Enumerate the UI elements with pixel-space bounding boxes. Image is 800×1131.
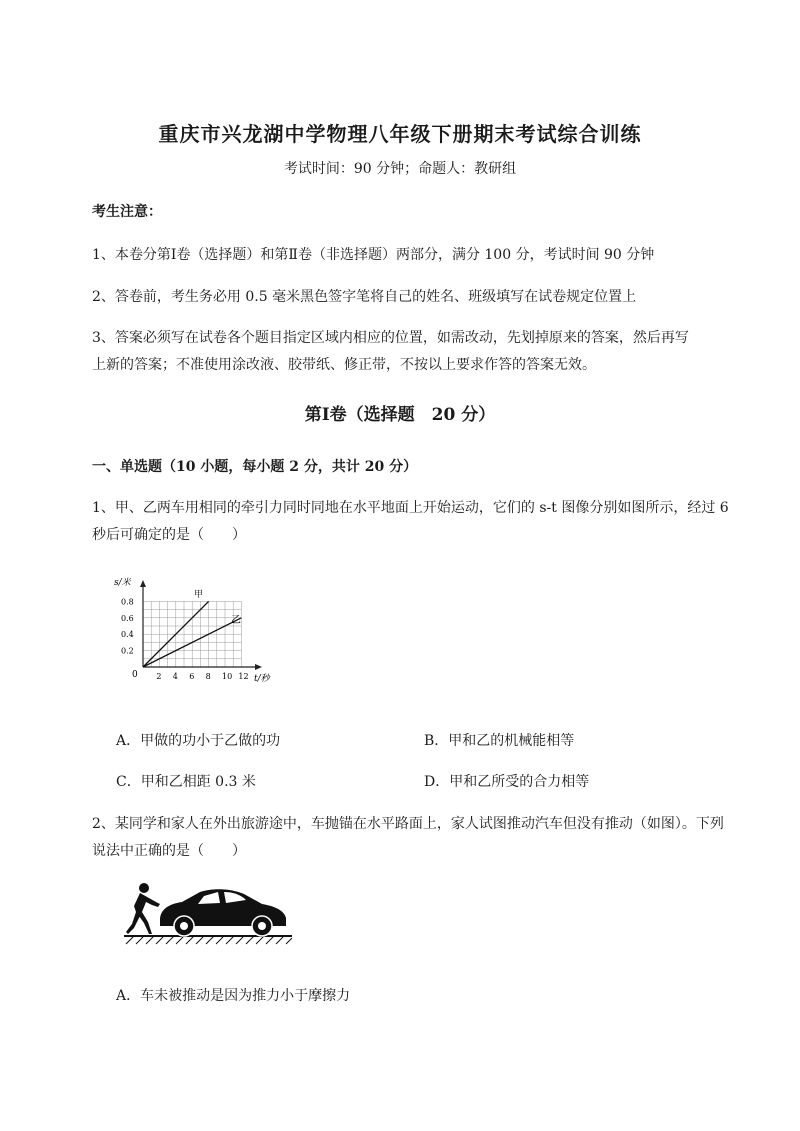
series-label-jia: 甲 bbox=[194, 590, 204, 600]
notice-item-3: 3、答案必须写在试卷各个题目指定区域内相应的位置，如需改动，先划掉原来的答案，然后再写上新的答案；不准使用涂改液、胶带纸、修正带，不按以上要求作答的答案无效。 bbox=[92, 330, 689, 373]
question-2-stem: 2、某同学和家人在外出旅游途中，车抛锚在水平路面上，家人试图推动汽车但没有推动（如图）。下列说法中正确的是（ ） bbox=[92, 816, 724, 859]
x-tick-label: 10 bbox=[222, 672, 233, 681]
x-tick-label: 8 bbox=[205, 672, 211, 681]
series-label-yi: 乙 bbox=[231, 615, 241, 626]
q2-option-a[interactable]: A．车未被推动是因为推力小于摩擦力 bbox=[116, 988, 351, 1004]
question-1-stem: 1、甲、乙两车用相同的牵引力同时同地在水平地面上开始运动，它们的 s-t 图像分别如图所示，经过 6 秒后可确定的是（ ） bbox=[92, 500, 729, 543]
chart-grid bbox=[143, 601, 241, 667]
notice-item-1: 1、本卷分第Ⅰ卷（选择题）和第Ⅱ卷（非选择题）两部分，满分 100 分，考试时间 90 分钟 bbox=[92, 247, 655, 263]
x-axis-label: t/秒 bbox=[254, 674, 270, 684]
notice-heading: 考生注意： bbox=[92, 204, 162, 220]
section-title: 第Ⅰ卷（选择题 20 分） bbox=[304, 405, 496, 425]
y-tick-label: 0.4 bbox=[121, 630, 134, 640]
y-tick-label: 0.2 bbox=[121, 646, 134, 656]
notice-item-2: 2、答卷前，考生务必用 0.5 毫米黑色签字笔将自己的姓名、班级填写在试卷规定位置上 bbox=[92, 289, 637, 305]
q1-option-a[interactable]: A．甲做的功小于乙做的功 bbox=[116, 733, 281, 749]
st-graph bbox=[110, 575, 280, 690]
x-axis-arrow bbox=[255, 664, 262, 670]
y-tick-label: 0.6 bbox=[121, 613, 134, 623]
y-tick-label: 0.8 bbox=[121, 597, 134, 607]
q1-option-c[interactable]: C．甲和乙相距 0.3 米 bbox=[116, 774, 256, 790]
push-car-illustration bbox=[122, 876, 294, 946]
x-tick-label: 6 bbox=[189, 672, 195, 681]
origin-label: 0 bbox=[132, 670, 138, 680]
page-title: 重庆市兴龙湖中学物理八年级下册期末考试综合训练 bbox=[158, 122, 642, 146]
q1-option-d[interactable]: D．甲和乙所受的合力相等 bbox=[424, 774, 590, 790]
x-tick-label: 2 bbox=[156, 672, 162, 681]
part-title: 一、单选题（10 小题，每小题 2 分，共计 20 分） bbox=[92, 459, 418, 475]
x-tick-label: 12 bbox=[238, 672, 249, 681]
y-axis-label: s/米 bbox=[114, 578, 131, 588]
y-axis-arrow bbox=[140, 580, 146, 587]
exam-info: 考试时间：90 分钟；命题人：教研组 bbox=[283, 161, 517, 177]
q1-option-b[interactable]: B．甲和乙的机械能相等 bbox=[424, 733, 575, 749]
x-tick-label: 4 bbox=[172, 672, 178, 681]
